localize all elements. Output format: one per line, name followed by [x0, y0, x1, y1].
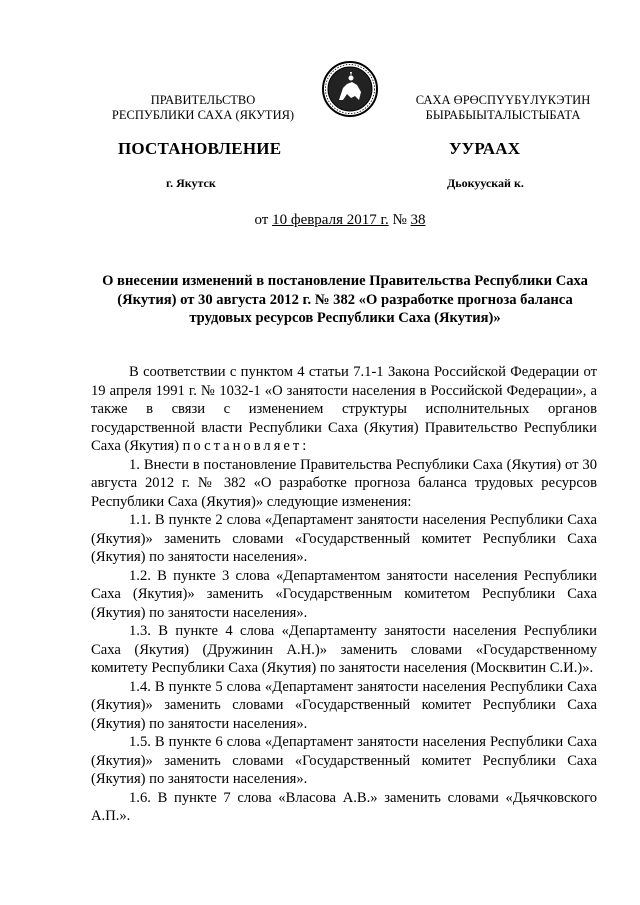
body-paragraph-1-4: 1.4. В пункте 5 слова «Департамент занятости населения Республики Саха (Якутия)» заменить словами «Государственный комитет Республики Саха (Якутия) по занятости населения». — [91, 678, 597, 732]
issuer-ru-line1: ПРАВИТЕЛЬСТВО — [150, 93, 256, 107]
decree-title-yk: УУРААХ — [449, 139, 521, 158]
decree-title-ru: ПОСТАНОВЛЕНИЕ — [118, 139, 282, 158]
body-paragraph-intro — [91, 363, 597, 456]
issuer-yk-line1: САХА ӨРӨСПҮҮБҮЛҮКЭТИН — [415, 93, 591, 107]
body-paragraph-1-3: 1.3. В пункте 4 слова «Департаменту занятости населения Республики Саха (Якутия) (Дружинин А.Н.)» заменить словами «Государственному комитету Республики Саха (Якутия) по занятости населения (Москвитин С.И.)». — [91, 623, 597, 676]
issuer-ru — [88, 93, 318, 123]
body-paragraph-1-5: 1.5. В пункте 6 слова «Департамент занятости населения Республики Саха (Якутия)» заменить словами «Государственный комитет Республики Саха (Якутия) по занятости населения». — [91, 734, 597, 787]
decree-date: 10 февраля 2017 г. — [272, 212, 389, 228]
number-prefix: № — [388, 212, 411, 228]
issuer-yk — [388, 93, 618, 123]
decree-body — [91, 363, 597, 826]
city-yk: Дьокуускай к. — [447, 176, 524, 190]
city-ru: г. Якутск — [166, 176, 216, 190]
body-paragraph-1-1: 1.1. В пункте 2 слова «Департамент занятости населения Республики Саха (Якутия)» заменить словами «Государственный комитет Республики Саха (Якутия) по занятости населения». — [91, 512, 597, 565]
intro-text: В соответствии с пунктом 4 статьи 7.1-1 Закона Российской Федерации от 19 апреля 1991 г. № 1032-1 «О занятости населения в Российской Федерации», а также в связи с изменением структуры исполнительных органов государственной власти Республики Саха (Якутия) Правительство Республики Саха (Якутия) — [91, 364, 597, 454]
decree-date-line — [0, 212, 640, 229]
body-paragraph-1-2: 1.2. В пункте 3 слова «Департаментом занятости населения Республики Саха (Якутия)» заменить «Государственным комитетом Республики Саха (Якутия) по занятости населения». — [91, 567, 597, 621]
issuer-yk-line2: БЫРАБЫЫТАЛЫСТЫБАТА — [425, 108, 581, 122]
body-paragraph-1-6: 1.6. В пункте 7 слова «Власова А.В.» заменить словами «Дьячковского А.П.». — [91, 789, 597, 824]
body-paragraph-1: 1. Внести в постановление Правительства Республики Саха (Якутия) от 30 августа 2012 г. № 382 «О разработке прогноза баланса трудовых ресурсов Республики Саха (Якутия)» следующие изменения: — [91, 456, 597, 510]
decree-number: 38 — [410, 212, 426, 228]
resolves-word: постановляет: — [182, 438, 310, 454]
coat-of-arms-emblem-icon — [321, 60, 379, 118]
issuer-ru-line2: РЕСПУБЛИКИ САХА (ЯКУТИЯ) — [111, 108, 295, 122]
date-prefix: от — [254, 212, 273, 228]
decree-subject: О внесении изменений в постановление Правительства Республики Саха (Якутия) от 30 августа 2012 г. № 382 «О разработке прогноза баланса трудовых ресурсов Республики Саха (Якутия)» — [102, 273, 588, 326]
